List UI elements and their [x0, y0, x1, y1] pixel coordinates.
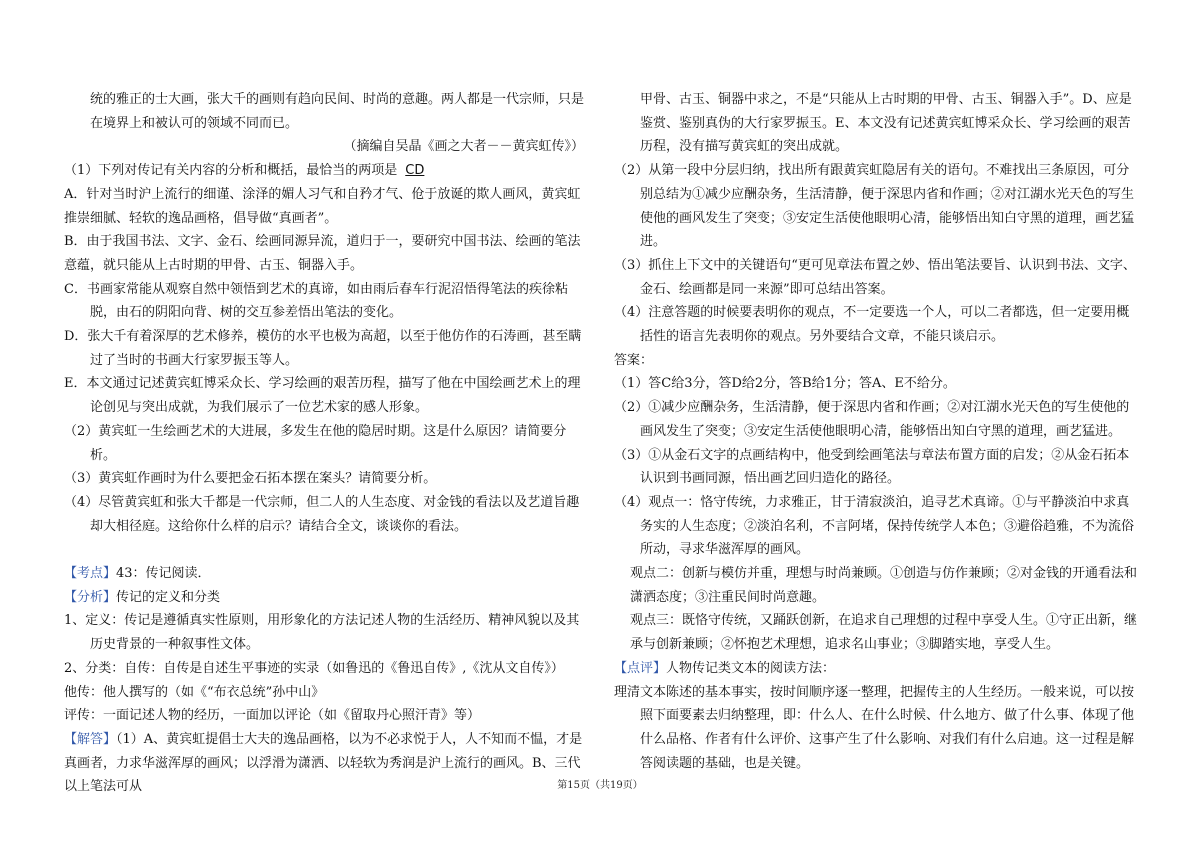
paragraph-text: （3）抓住上下文中的关键语句“更可见章法布置之妙、悟出笔法要旨、认识到书法、文字、金石、绘画都是同一来源”即可总结出答案。: [614, 257, 1136, 297]
paragraph-text: 甲骨、古玉、铜器中求之，不是“只能从上古时期的甲骨、古玉、铜器入手”。D、应是鉴赏、鉴别真伪的大行家罗振玉。E、本文没有记述黄宾虹博采众长、学习绘画的艰苦历程，没有描写黄宾虹的突出成就。: [640, 92, 1132, 155]
left-paragraph-13: [64, 586, 590, 610]
right-paragraph-4: [614, 349, 1140, 373]
paragraph-text: B．由于我国书法、文字、金石、绘画同源异流，道归于一，要研究中国书法、绘画的笔法意蕴，就只能从上古时期的甲骨、古玉、铜器入手。: [64, 234, 581, 273]
paragraph-text: （1）答C给3分，答D给2分，答B给1分；答A、E不给分。: [614, 376, 956, 392]
paragraph-text: （4）尽管黄宾虹和张大千都是一代宗师，但二人的人生态度、对金钱的看法以及艺道旨趣却大相径庭。这给你什么样的启示？请结合全文，谈谈你的看法。: [64, 494, 580, 534]
section-tag: 【点评】: [614, 660, 667, 676]
section-tag: 【解答】: [64, 731, 117, 747]
left-paragraph-12: [64, 562, 590, 586]
paragraph-text: 1、定义：传记是遵循真实性原则，用形象化的方法记述人物的生活经历、精神风貌以及其历史背景的一种叙事性文体。: [64, 613, 580, 653]
left-paragraph-14: [64, 609, 590, 656]
answer-blank: CD: [405, 163, 425, 179]
paragraph-text: 统的雅正的士大画，张大千的画则有趋向民间、时尚的意趣。两人都是一代宗师，只是在境界上和被认可的领域不同而已。: [90, 92, 585, 131]
left-paragraph-3: [64, 183, 590, 230]
right-paragraph-5: [614, 372, 1140, 396]
left-paragraph-8: [64, 420, 590, 467]
right-paragraph-6: [614, 396, 1140, 443]
right-column: [614, 88, 1140, 775]
left-paragraph-2: [64, 159, 590, 183]
paragraph-text: （2）从第一段中分层归纳，找出所有跟黄宾虹隐居有关的语句。不难找出三条原因，可分别总结为①减少应酬杂务，生活清静，便于深思内省和作画；②对江湖水光天色的写生使他的画风发生了突变；③安定生活使他眼明心清，能够悟出知白守黑的道理，画艺猛进。: [614, 163, 1135, 250]
left-paragraph-9: [64, 467, 590, 491]
right-paragraph-10: [614, 609, 1140, 656]
right-paragraph-7: [614, 444, 1140, 491]
paragraph-text: （摘编自吴晶《画之大者－－黄宾虹传》）: [343, 139, 584, 155]
paragraph-text: 2、分类：自传：自传是自述生平事迹的实录（如鲁迅的《鲁迅自传》,《沈从文自传》）: [64, 660, 564, 676]
right-paragraph-8: [614, 491, 1140, 562]
paragraph-text: 他传：他人撰写的（如《“布衣总统”孙中山》: [64, 684, 325, 700]
left-paragraph-5: [64, 278, 590, 325]
paragraph-text: C．书画家常能从观察自然中领悟到艺术的真谛，如由雨后春车行泥沼悟得笔法的疾徐粘脱，由石的阴阳向背、树的交互参差悟出笔法的变化。: [64, 281, 568, 321]
paragraph-text: 43：传记阅读．: [116, 566, 211, 582]
right-paragraph-0: [614, 88, 1140, 159]
left-paragraph-0: [64, 88, 590, 135]
paragraph-text: 人物传记类文本的阅读方法：: [666, 660, 836, 676]
left-paragraph-17: [64, 704, 590, 728]
paragraph-text: （2）①减少应酬杂务，生活清静，便于深思内省和作画；②对江湖水光天色的写生使他的画风发生了突变；③安定生活使他眼明心清，能够悟出知白守黑的道理，画艺猛进。: [614, 400, 1130, 439]
paragraph-text: （2）黄宾虹一生绘画艺术的大进展，多发生在他的隐居时期。这是什么原因？请简要分析。: [64, 423, 567, 463]
right-paragraph-1: [614, 159, 1140, 254]
right-paragraph-3: [614, 301, 1140, 348]
left-column: [64, 88, 590, 799]
right-paragraph-12: [614, 681, 1140, 776]
paragraph-text: 传记的定义和分类: [116, 589, 221, 605]
section-tag: 【考点】: [64, 566, 117, 582]
right-paragraph-2: [614, 254, 1140, 301]
left-paragraph-7: [64, 372, 590, 419]
paragraph-text: E．本文通过记述黄宾虹博采众长、学习绘画的艰苦历程，描写了他在中国绘画艺术上的理论创见与突出成就，为我们展示了一位艺术家的感人形象。: [64, 376, 581, 416]
paragraph-text: （1）A、黄宾虹提倡士大夫的逸品画格，以为不必求悦于人，人不知而不愠，才是真画者，力求华滋浑厚的画风；以浮滑为潇洒、以轻软为秀润是沪上流行的画风。B、三代以上笔法可从: [64, 731, 583, 795]
left-paragraph-1: [64, 135, 590, 159]
paragraph-text: （3）黄宾虹作画时为什么要把金石拓本摆在案头？请简要分析。: [64, 471, 437, 487]
paragraph-text: 理清文本陈述的基本事实，按时间顺序逐一整理，把握传主的人生经历。一般来说，可以按照下面要素去归纳整理，即：什么人、在什么时候、什么地方、做了什么事、体现了他什么品格、作者有什么评价、这事产生了什么影响、对我们有什么启迪。这一过程是解答阅读题的基础，也是关键。: [614, 684, 1135, 771]
paragraph-text: 观点二：创新与模仿并重，理想与时尚兼顾。①创造与仿作兼顾；②对金钱的开通看法和潇洒态度；③注重民间时尚意趣。: [630, 566, 1138, 605]
paragraph-text: 评传：一面记述人物的经历，一面加以评论（如《留取丹心照汗青》等）: [64, 708, 481, 724]
left-paragraph-4: [64, 230, 590, 277]
paragraph-text: D．张大千有着深厚的艺术修养，模仿的水平也极为高超，以至于他仿作的石涛画，甚至瞒过了当时的书画大行家罗振玉等人。: [64, 329, 582, 368]
right-paragraph-11: [614, 657, 1140, 681]
blank-line: [64, 538, 590, 562]
left-paragraph-15: [64, 657, 590, 681]
page-footer: 第15页（共19页）: [557, 780, 643, 791]
paragraph-text: A．针对当时沪上流行的细谨、涂泽的媚人习气和自矜才气、伧于放诞的欺人画风，黄宾虹推崇细腻、轻软的逸品画格，倡导做“真画者”。: [64, 186, 581, 226]
paragraph-text: （4）注意答题的时候要表明你的观点，不一定要选一个人，可以二者都选，但一定要用概括性的语言先表明你的观点。另外要结合文章，不能只谈启示。: [614, 305, 1130, 345]
paragraph-text: 观点三：既恪守传统，又踊跃创新，在追求自己理想的过程中享受人生。①守正出新，继承与创新兼顾；②怀抱艺术理想，追求名山事业；③脚踏实地，享受人生。: [630, 613, 1138, 653]
left-paragraph-16: [64, 681, 590, 705]
paragraph-text: （4）观点一：恪守传统，力求雅正，甘于清寂淡泊，追寻艺术真谛。①与平静淡泊中求真务实的人生态度；②淡泊名利，不言阿堵，保持传统学人本色；③避俗趋雅，不为流俗所动，寻求华滋浑厚的画风。: [614, 494, 1135, 558]
paragraph-text: （3）①从金石文字的点画结构中，他受到绘画笔法与章法布置方面的启发；②从金石拓本认识到书画同源，悟出画艺回归造化的路径。: [614, 447, 1130, 487]
right-paragraph-9: [614, 562, 1140, 609]
paragraph-text: 答案：: [614, 352, 654, 368]
paragraph-text: （1）下列对传记有关内容的分析和概括，最恰当的两项是: [64, 163, 398, 179]
left-paragraph-6: [64, 325, 590, 372]
left-paragraph-10: [64, 491, 590, 538]
section-tag: 【分析】: [64, 589, 117, 605]
